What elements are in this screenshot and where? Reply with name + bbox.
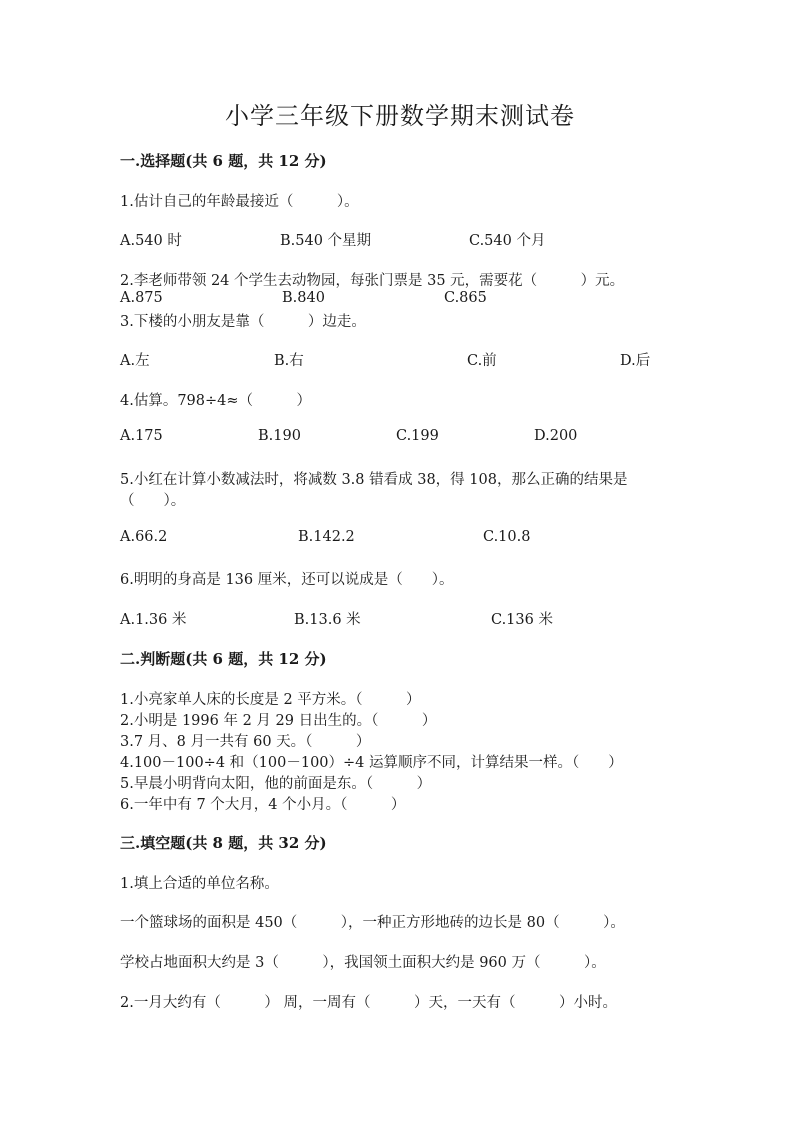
section-heading-fill-blank: 三.填空题(共 8 题，共 32 分) <box>120 834 327 852</box>
question-4-option-a: A.175 <box>120 428 163 444</box>
true-false-item-5: 5.早晨小明背向太阳，他的前面是东。（ ） <box>120 776 432 792</box>
question-5-option-a: A.66.2 <box>120 529 168 545</box>
true-false-item-6: 6.一年中有 7 个大月，4 个小月。（ ） <box>120 797 406 813</box>
question-4-option-c: C.199 <box>396 428 439 444</box>
fill-question-2: 2.一月大约有（ ） 周，一周有（ ）天，一天有（ ）小时。 <box>120 995 617 1011</box>
question-3-option-b: B.右 <box>274 353 304 369</box>
true-false-item-3: 3.7 月、8 月一共有 60 天。（ ） <box>120 734 371 750</box>
fill-question-1: 1.填上合适的单位名称。 <box>120 876 279 892</box>
question-4-stem: 4.估算。798÷4≈（ ） <box>120 393 312 409</box>
question-6-option-b: B.13.6 米 <box>294 612 361 628</box>
question-4-option-d: D.200 <box>534 428 578 444</box>
question-1-option-b: B.540 个星期 <box>280 233 372 249</box>
question-5-stem-line1: 5.小红在计算小数减法时，将减数 3.8 错看成 38，得 108，那么正确的结果是 <box>120 472 628 488</box>
question-3-option-c: C.前 <box>467 353 497 369</box>
fill-question-1-line2: 学校占地面积大约是 3（ ），我国领土面积大约是 960 万（ ）。 <box>120 955 606 971</box>
question-2-option-b: B.840 <box>282 290 325 306</box>
question-5-option-b: B.142.2 <box>298 529 355 545</box>
question-6-option-c: C.136 米 <box>491 612 553 628</box>
question-6-option-a: A.1.36 米 <box>120 612 187 628</box>
question-2-option-a: A.875 <box>120 290 163 306</box>
question-6-stem: 6.明明的身高是 136 厘米，还可以说成是（ ）。 <box>120 572 454 588</box>
question-3-option-a: A.左 <box>120 353 150 369</box>
section-heading-choice: 一.选择题(共 6 题，共 12 分) <box>120 152 327 170</box>
question-2-stem: 2.李老师带领 24 个学生去动物园，每张门票是 35 元，需要花（ ）元。 <box>120 273 625 289</box>
fill-question-1-line1: 一个篮球场的面积是 450（ ），一种正方形地砖的边长是 80（ ）。 <box>120 915 625 931</box>
question-4-option-b: B.190 <box>258 428 301 444</box>
section-heading-true-false: 二.判断题(共 6 题，共 12 分) <box>120 650 327 668</box>
page-title: 小学三年级下册数学期末测试卷 <box>225 102 575 130</box>
question-2-option-c: C.865 <box>444 290 487 306</box>
question-3-stem: 3.下楼的小朋友是靠（ ）边走。 <box>120 314 366 330</box>
question-3-option-d: D.后 <box>620 353 651 369</box>
true-false-item-2: 2.小明是 1996 年 2 月 29 日出生的。（ ） <box>120 713 437 729</box>
question-1-option-c: C.540 个月 <box>469 233 546 249</box>
question-1-option-a: A.540 时 <box>120 233 182 249</box>
true-false-item-1: 1.小亮家单人床的长度是 2 平方米。（ ） <box>120 692 421 708</box>
true-false-item-4: 4.100－100÷4 和（100－100）÷4 运算顺序不同，计算结果一样。（ ） <box>120 755 623 771</box>
question-1-stem: 1.估计自己的年龄最接近（ ）。 <box>120 194 359 210</box>
question-5-option-c: C.10.8 <box>483 529 531 545</box>
question-5-stem-line2: （ ）。 <box>120 493 186 509</box>
